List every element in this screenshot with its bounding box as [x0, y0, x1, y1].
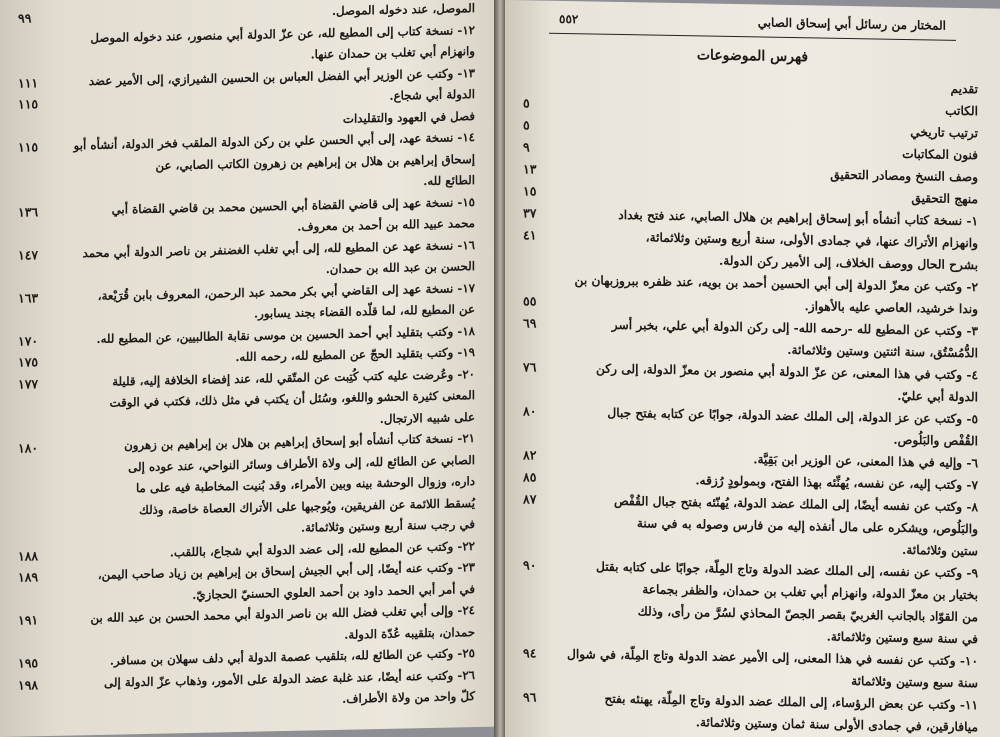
toc-entry-text: ٦- وإليه في هذا المعنى، عن الوزير ابن بَقِيَّة.	[753, 452, 978, 471]
toc-entry-text: ٩- وكتب عن نفسه، إلى الملك عضد الدولة وتاج المِلّة، جوابًا على كتابه بقتل	[596, 559, 978, 581]
toc-entry-page	[18, 480, 50, 481]
toc-entry-text: ١٩- وكتب بتقليد الحجّ عن المطيع لله، رحمه الله.	[235, 345, 475, 365]
left-toc-list	[18, 0, 479, 717]
toc-entry-text: فنون المكاتبات	[902, 146, 978, 163]
toc-entry-text: محمد عبيد الله بن أحمد بن معروف.	[297, 216, 475, 234]
toc-entry-text: ١٠- وكتب عن نفسه في هذا المعنى، إلى الأمير عضد الدولة وتاج المِلّة، في شوال	[566, 647, 978, 669]
toc-entry-text: فصل في العهود والتقليدات	[342, 108, 475, 126]
toc-entry-page: ٩٤	[523, 645, 537, 661]
toc-entry-text: ١١- وكتب عن بعض الرؤساء، إلى الملك عضد الدولة وتاج المِلّة، يهنئه بفتح	[604, 691, 978, 713]
toc-entry-page: ١٤٧	[18, 246, 39, 263]
toc-entry-page: ٩٩	[18, 10, 32, 26]
toc-entry-text: كلّ واحد من ولاة الأطراف.	[342, 689, 475, 706]
toc-entry-text: الكاتب	[945, 103, 978, 119]
toc-entry-text: ترتيب تاريخي	[910, 125, 978, 141]
toc-entry-page	[18, 50, 50, 51]
toc-entry-text: والبَلُوص، ويشكره على مال أنفذه إليه من فارس وصوله به في سنة	[636, 516, 978, 537]
toc-entry-text: ١٥- نسخة عهد إلى قاضي القضاة أبي الحسين محمد بن قاضي القضاة أبي	[111, 194, 475, 217]
toc-entry-text: ١٦- نسخة عهد عن المطيع لله، إلى أبي تغلب الغضنفر بن ناصر الدولة أبي محمد	[82, 237, 475, 260]
toc-entry-text: داره، وزوال الوحشة بينه وبين الأمراء، وقد بُنيت المخاطبة فيه على ما	[135, 474, 475, 496]
toc-entry-page	[523, 268, 555, 269]
toc-entry-page: ١٣٦	[18, 203, 39, 220]
toc-entry-page: ٥٥	[523, 293, 537, 309]
toc-entry-page: ٨٠	[523, 403, 537, 419]
toc-entry-page	[18, 415, 50, 416]
toc-entry-page: ١٦٣	[18, 289, 39, 306]
toc-entry-page: ١٨٨	[18, 547, 39, 564]
toc-entry-text: الدُّمُسْتُق، سنة اثنتين وستين وثلاثمائة.	[787, 342, 978, 361]
toc-entry-text: الموصل، عند دخوله الموصل.	[331, 1, 475, 19]
toc-entry-text: ١- نسخة كتاب أنشأه أبو إسحاق إبراهيم بن هلال الصابي، عند فتح بغداد	[618, 207, 978, 229]
toc-entry-page: ٤١	[523, 227, 537, 243]
toc-entry-page: ٥	[523, 95, 530, 111]
toc-entry-text: الطائع لله.	[423, 173, 475, 189]
page-number: ٥٥٢	[559, 11, 579, 27]
toc-entry-text: ٢٢- وكتب عن المطيع لله، إلى عضد الدولة أبي شجاع، باللقب.	[169, 538, 475, 559]
toc-entry-page: ٨٢	[523, 447, 537, 463]
toc-entry-text: المعنى كثيرة الحشو واللغو، وسُئل أن يكتب في مثل ذلك، فكتب في الوقت	[109, 388, 475, 410]
toc-entry-text: وانهزام أبي تغلب بن حمدان عنها.	[310, 44, 475, 62]
right-page	[505, 0, 1000, 737]
toc-entry-text: الحسن بن عبد الله بن حمدان.	[325, 259, 475, 277]
toc-entry-text: ١٧- نسخة عهد إلى القاضي أبي بكر محمد عبد الرحمن، المعروف بابن قُرَيْعة،	[97, 280, 475, 303]
toc-entry-page: ١٩٨	[18, 676, 39, 693]
toc-entry-text: الدولة أبي شجاع.	[389, 87, 475, 103]
toc-entry-text: ستين وثلاثمائة.	[902, 542, 978, 559]
toc-entry-text: تقديم	[950, 81, 978, 97]
toc-entry-page	[523, 70, 555, 71]
toc-entry-page: ٨٥	[523, 469, 537, 485]
toc-entry-page	[18, 179, 50, 180]
toc-entry-text: من القوّاد بالجانب الغربيّ بقصر الجصّ المحاذي لسُرَّ من رأى، وذلك	[637, 604, 978, 625]
toc-entry-text: ١٨- وكتب بتقليد أبي أحمد الحسين بن موسى نقابة الطالبيين، عن المطيع لله.	[96, 323, 475, 346]
running-header	[559, 9, 946, 36]
toc-entry-text: وندا خرشيد، العاصي عليه بالأهواز.	[804, 299, 978, 317]
toc-entry-text: منهج التحقيق	[911, 191, 978, 207]
toc-entry-text: ١٣- وكتب عن الوزير أبي الفضل العباس بن الحسين الشيرازي، إلى الأمير عضد	[88, 65, 475, 88]
toc-entry-page: ٧٦	[523, 359, 537, 375]
toc-entry-page: ١٥	[523, 183, 537, 199]
toc-entry-text: ١٤- نسخة عهد، إلى أبي الحسن علي بن ركن الدولة الملقب فخر الدولة، أنشأه أبو	[73, 130, 475, 153]
toc-entry-page: ٥	[523, 117, 530, 133]
toc-entry-text: القُفْص والبَلُوص.	[893, 432, 978, 449]
toc-entry-text: ٢١- نسخة كتاب أنشأه أبو إسحاق إبراهيم بن هلال بن إبراهيم بن زهرون	[124, 431, 475, 453]
toc-entry-text: ١٢- نسخة كتاب إلى المطيع لله، عن عزّ الدولة أبي منصور، عند دخوله الموصل	[90, 22, 475, 45]
running-head-title: المختار من رسائل أبي إسحاق الصابي	[757, 15, 946, 33]
toc-entry-page	[523, 598, 555, 599]
toc-entry-text: الدولة أبي عليّ.	[897, 388, 978, 405]
toc-entry-text: ٢٤- وإلى أبي تغلب فضل الله بن ناصر الدولة أبي محمد الحسن بن عبد الله بن	[90, 603, 475, 626]
toc-entry-text: ٢٠- وعُرضت عليه كتب كُتِبت عن المتّقي لله، عند إفضاء الخلافة إليه، قليلة	[112, 366, 475, 389]
toc-entry-page: ١٧٠	[18, 332, 39, 349]
toc-entry-page: ١٩٥	[18, 655, 39, 671]
toc-entry-text: ٢٦- وكتب عنه أيضًا، عند غلبة عضد الدولة على الأمور، وذهاب عزّ الدولة إلى	[104, 667, 475, 690]
toc-entry-text: حمدان، بتلقيبه عُدّة الدولة.	[344, 624, 475, 642]
toc-entry-page	[523, 620, 555, 621]
toc-entry-text: في رجب سنة أربع وستين وثلاثمائة.	[301, 517, 475, 535]
toc-entry-page	[18, 523, 50, 524]
toc-entry-text: ٥- وكتب عن عز الدولة، إلى الملك عضد الدولة، جوابًا عن كتابه بفتح جبال	[607, 405, 978, 427]
toc-entry-page: ١١٥	[18, 96, 39, 112]
toc-entry-text: ٢٥- وكتب عن الطائع لله، بتلقيب عصمة الدولة أبي دلف سهلان بن مسافر.	[109, 646, 475, 668]
toc-entry-text: ٢٣- وكتب عنه أيضًا، إلى أبي الجيش إسحاق بن إبراهيم بن زياد صاحب اليمن،	[97, 560, 475, 582]
toc-entry-page: ١٩١	[18, 612, 39, 628]
toc-entry-page: ٣٧	[523, 205, 537, 221]
left-page	[0, 0, 497, 737]
toc-entry-page: ١٧٧	[18, 375, 39, 392]
toc-entry-page: ١٨٩	[18, 569, 39, 585]
toc-entry-text: يُسقط اللائمة عن الفريقين، ويُوجبها على الأتراك العصاة خاصة، وذلك	[139, 495, 475, 517]
toc-entry-text: سنة سبع وستين وثلاثمائة	[851, 674, 978, 691]
toc-entry-text: ٨- وكتب عن نفسه أيضًا، إلى الملك عضد الدولة، يُهنّئه بفتح جبال القُفْص	[613, 493, 978, 515]
toc-entry-text: في أمر أبي الحمد داود بن أحمد العلوي الحسنيّ الحجازيّ.	[192, 581, 475, 602]
toc-entry-text: ٤- وكتب في هذا المعنى، عن عزّ الدولة أبي منصور بن معزّ الدولة، إلى ركن	[596, 361, 978, 383]
toc-entry-page: ١٣	[523, 161, 537, 177]
toc-entry-text: ٣- وكتب عن المطيع لله -رحمه الله- إلى ركن الدولة أبي علي، بخبر أسر	[611, 317, 978, 339]
toc-entry-page: ١١٥	[18, 139, 39, 155]
toc-entry-text: عن المطيع لله، لما قلّده القضاء بجند يسابور.	[254, 302, 475, 321]
toc-entry-page: ٦٩	[523, 315, 537, 331]
toc-entry-text: وانهزام الأتراك عنها، في جمادى الأولى، سنة أربع وستين وثلاثمائة،	[645, 230, 978, 251]
toc-entry-page: ١٨٠	[18, 440, 39, 456]
toc-entry-text: الصابي عن الطائع لله، إلى ولاة الأطراف وسائر النواحي، عند عوده إلى	[128, 452, 475, 474]
toc-entry-text: إسحاق إبراهيم بن هلال بن إبراهيم بن زهرون الكاتب الصابي، عن	[155, 151, 475, 173]
toc-entry-text: ٢- وكتب عن معزّ الدولة إلى أبي الحسين أحمد بن بويه، عند ظفره ببروزبهان بن	[574, 273, 978, 295]
toc-entry-text: في سنة سبع وستين وثلاثمائة.	[826, 629, 978, 647]
toc-entry-page: ٩٠	[523, 557, 537, 573]
toc-entry-page: ٩	[523, 139, 530, 155]
toc-entry-page: ٩٦	[523, 689, 537, 705]
left-page-content	[14, 0, 483, 737]
toc-entry-page: ١١١	[18, 74, 39, 91]
toc-entry-page: ٨٧	[523, 491, 537, 507]
toc-entry-text: وصف النسخ ومصادر التحقيق	[830, 167, 978, 185]
toc-entry-text: ميافارقين، في جمادى الأولى سنة ثمان وستين وثلاثمائة.	[695, 715, 978, 735]
toc-entry-text: بختيار بن معزّ الدولة، وانهزام أبي تغلب بن حمدان، والظفر بجماعة	[642, 582, 978, 603]
toc-entry-text: بشرح الحال ووصف الخلاف، إلى الأمير ركن الدولة.	[719, 253, 978, 273]
toc-entry-text: ٧- وكتب إليه، عن نفسه، يُهنِّئه بهذا الفتح، وبمولودٍ رُزقه.	[695, 473, 978, 493]
right-toc-list	[523, 70, 982, 737]
right-page-content	[519, 0, 986, 737]
toc-entry-page	[523, 532, 555, 533]
toc-entry-text: على شبيه الارتجال.	[379, 409, 475, 426]
section-title: فهرس الموضوعات	[696, 47, 809, 66]
toc-entry-page	[18, 501, 50, 502]
toc-entry-page: ١٧٥	[18, 354, 39, 370]
